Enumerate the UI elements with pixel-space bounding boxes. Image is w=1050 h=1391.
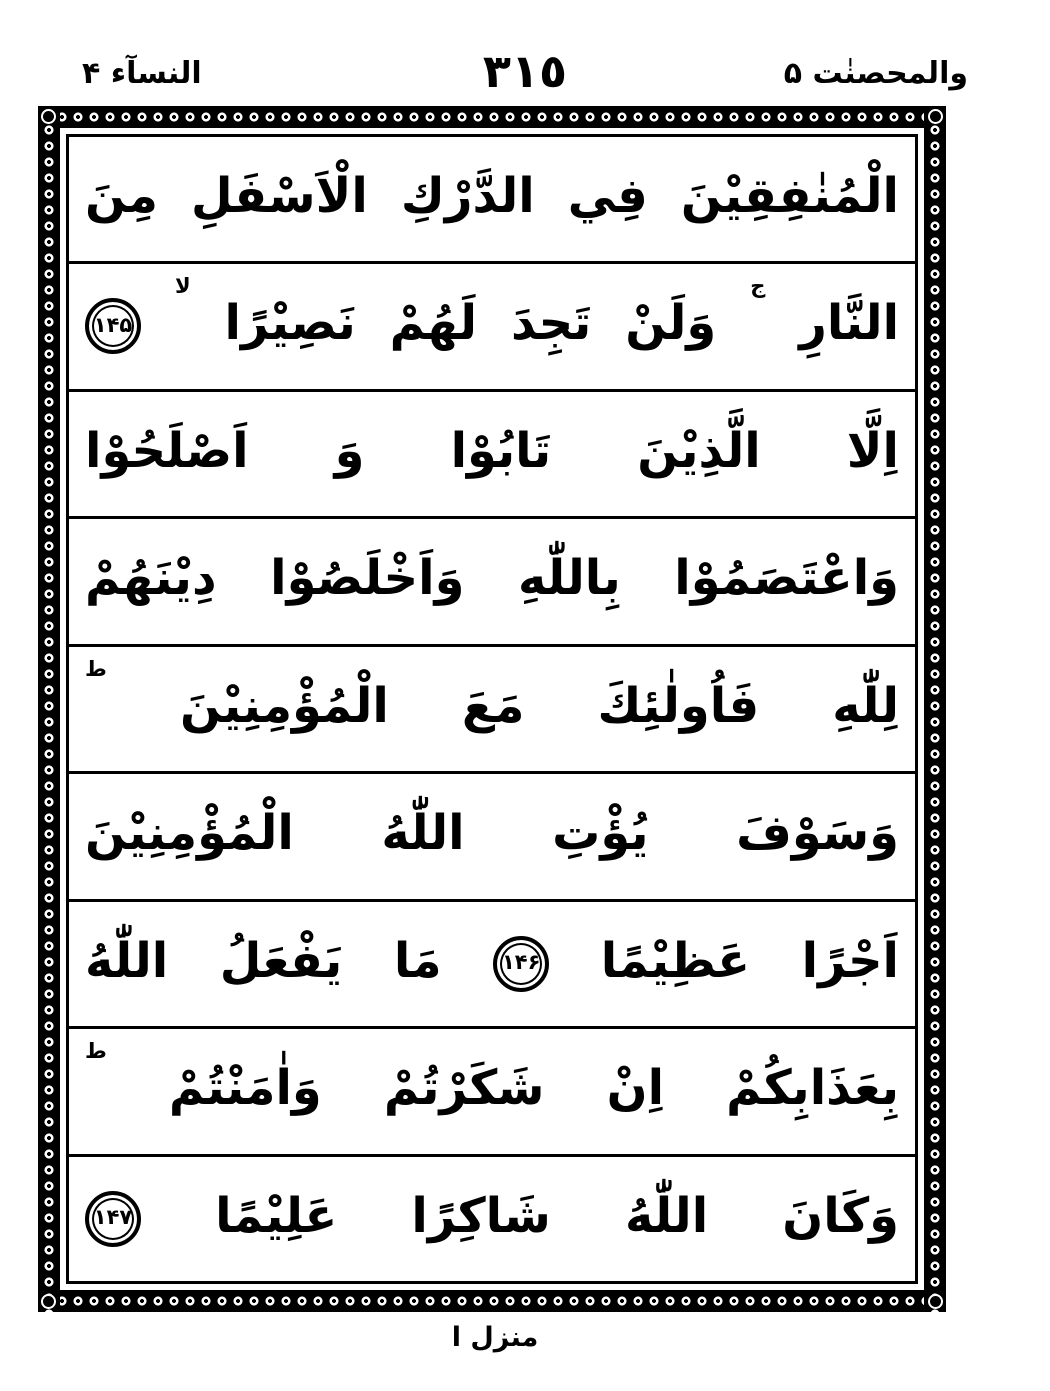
header-page-number: ٣١٥ (482, 44, 568, 98)
verse-number-medallion (493, 936, 549, 992)
verse-number-medallion (85, 1191, 141, 1247)
corner-ornament-icon (928, 1294, 943, 1309)
ayah-text: الْمُنٰفِقِيْنَ فِي الدَّرْكِ الْاَسْفَلِ مِنَ (85, 168, 899, 224)
ayah-text: اِلَّا الَّذِيْنَ تَابُوْا وَ اَصْلَحُوْا (85, 422, 899, 479)
quran-line (69, 137, 915, 264)
verse-number: ۱۴۶ (501, 950, 541, 975)
ayah-text: وَكَانَ اللّٰهُ شَاكِرًا عَلِيْمًا (215, 1187, 899, 1244)
waqf-stop-mark: ط (85, 656, 107, 681)
ayah-text: وَسَوْفَ يُؤْتِ اللّٰهُ الْمُؤْمِنِيْنَ (85, 805, 899, 862)
ayah-text: بِعَذَابِكُمْ اِنْ شَكَرْتُمْ وَاٰمَنْتُمْ (168, 1060, 899, 1117)
corner-ornament-icon (41, 1294, 56, 1309)
quran-line (69, 647, 915, 774)
quran-line (69, 264, 915, 391)
header-surah-label: النسآء ۴ (82, 56, 202, 91)
frame-chain-border-left (38, 106, 60, 1312)
quran-line (69, 774, 915, 901)
ayah-text: وَاعْتَصَمُوْا بِاللّٰهِ وَاَخْلَصُوْا دِيْنَهُمْ (85, 550, 899, 607)
ayah-text: النَّارِ (799, 295, 900, 352)
ornamental-frame (38, 106, 946, 1312)
quran-line (69, 1157, 915, 1281)
quran-line (69, 902, 915, 1029)
quran-line (69, 1029, 915, 1156)
ayah-text: لِلّٰهِ فَاُولٰئِكَ مَعَ الْمُؤْمِنِيْنَ (179, 677, 899, 734)
frame-chain-border-bottom (38, 1290, 946, 1312)
corner-ornament-icon (41, 109, 56, 124)
waqf-stop-mark: لا (174, 274, 191, 299)
quran-line (69, 392, 915, 519)
verse-number-medallion (85, 298, 141, 354)
verse-number: ۱۴۷ (93, 1205, 133, 1229)
waqf-stop-mark: ط (85, 1039, 107, 1064)
ayah-text: وَلَنْ تَجِدَ لَهُمْ نَصِيْرًا (224, 295, 717, 352)
ayah-text: اَجْرًا عَظِيْمًا (600, 932, 900, 989)
frame-chain-border-top (38, 106, 946, 128)
quran-line (69, 519, 915, 646)
verse-number: ۱۴۵ (93, 312, 133, 337)
header-juz-label: والمحصنٰت ۵ (783, 56, 968, 91)
manzil-caption: منزل ا (451, 1322, 539, 1353)
ayah-text: مَا يَفْعَلُ اللّٰهُ (85, 932, 442, 989)
quran-lines (66, 134, 918, 1284)
corner-ornament-icon (928, 109, 943, 124)
waqf-stop-mark: ج (750, 274, 766, 299)
frame-chain-border-right (924, 106, 946, 1312)
